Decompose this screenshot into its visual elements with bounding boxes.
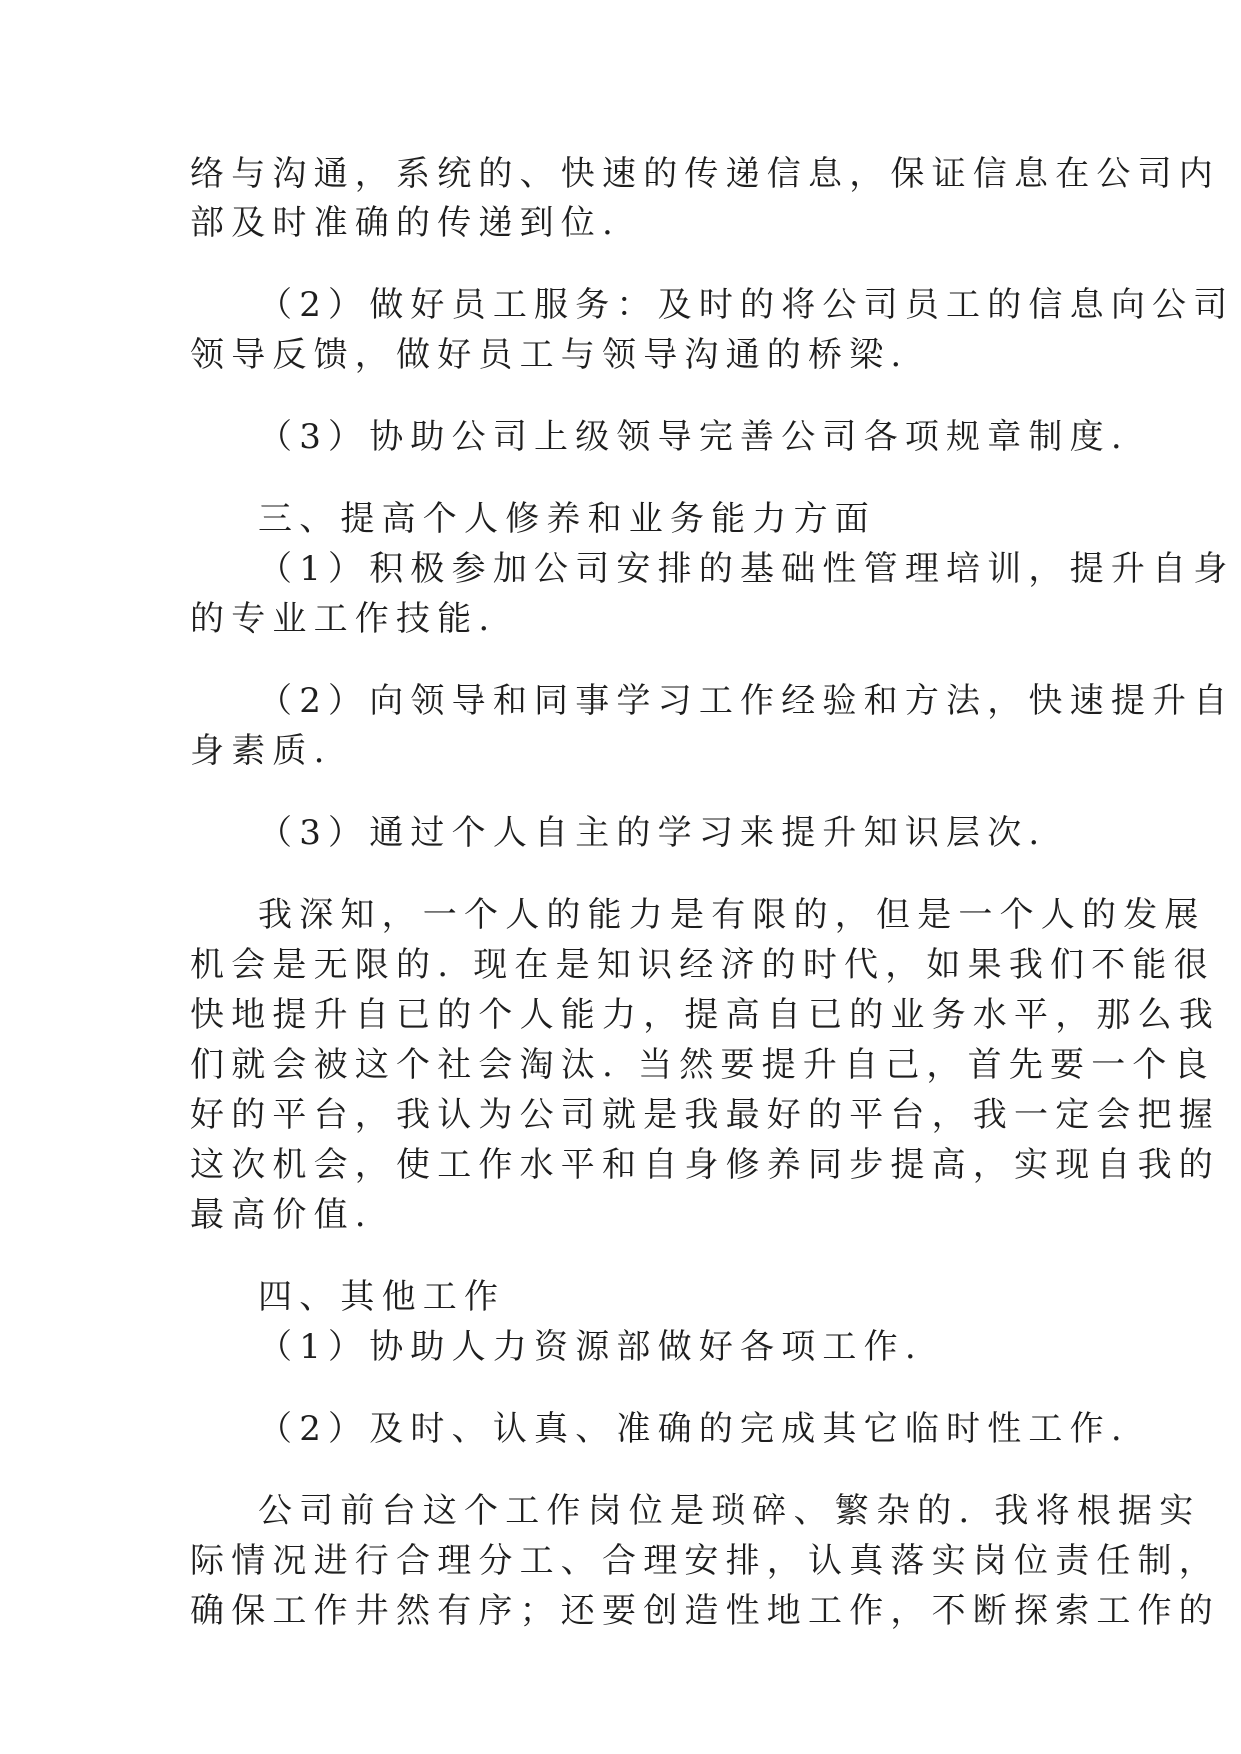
- text-line: 身素质.: [190, 731, 332, 771]
- list-item: （1）协助人力资源部做好各项工作.: [258, 1327, 923, 1367]
- text-line: 领导反馈，做好员工与领导沟通的桥梁.: [190, 335, 909, 375]
- text-line: 部及时准确的传递到位.: [190, 203, 621, 243]
- text-line: 机会是无限的. 现在是知识经济的时代，如果我们不能很: [190, 945, 1215, 985]
- list-item: （2）及时、认真、准确的完成其它临时性工作.: [258, 1409, 1129, 1449]
- paragraph-line: 公司前台这个工作岗位是琐碎、繁杂的. 我将根据实: [258, 1491, 1201, 1531]
- section-heading: 四、其他工作: [258, 1277, 506, 1317]
- text-line: 们就会被这个社会淘汰. 当然要提升自己，首先要一个良: [190, 1045, 1215, 1085]
- text-line: 这次机会，使工作水平和自身修养同步提高，实现自我的: [190, 1145, 1220, 1185]
- text-line: 最高价值.: [190, 1195, 373, 1235]
- list-item: （3）通过个人自主的学习来提升知识层次.: [258, 813, 1047, 853]
- list-item: （2）向领导和同事学习工作经验和方法，快速提升自: [258, 681, 1235, 721]
- text-line: 好的平台，我认为公司就是我最好的平台，我一定会把握: [190, 1095, 1220, 1135]
- list-item: （1）积极参加公司安排的基础性管理培训，提升自身: [258, 549, 1235, 589]
- text-line: 确保工作井然有序；还要创造性地工作，不断探索工作的: [190, 1591, 1220, 1631]
- text-line: 络与沟通，系统的、快速的传递信息，保证信息在公司内: [190, 154, 1220, 194]
- list-item: （3）协助公司上级领导完善公司各项规章制度.: [258, 417, 1129, 457]
- text-line: 际情况进行合理分工、合理安排，认真落实岗位责任制，: [190, 1541, 1220, 1581]
- text-line: 快地提升自已的个人能力，提高自已的业务水平，那么我: [190, 995, 1220, 1035]
- paragraph-line: 我深知，一个人的能力是有限的，但是一个人的发展: [258, 895, 1206, 935]
- section-heading: 三、提高个人修养和业务能力方面: [258, 499, 876, 539]
- text-line: 的专业工作技能.: [190, 599, 497, 639]
- list-item: （2）做好员工服务：及时的将公司员工的信息向公司: [258, 285, 1235, 325]
